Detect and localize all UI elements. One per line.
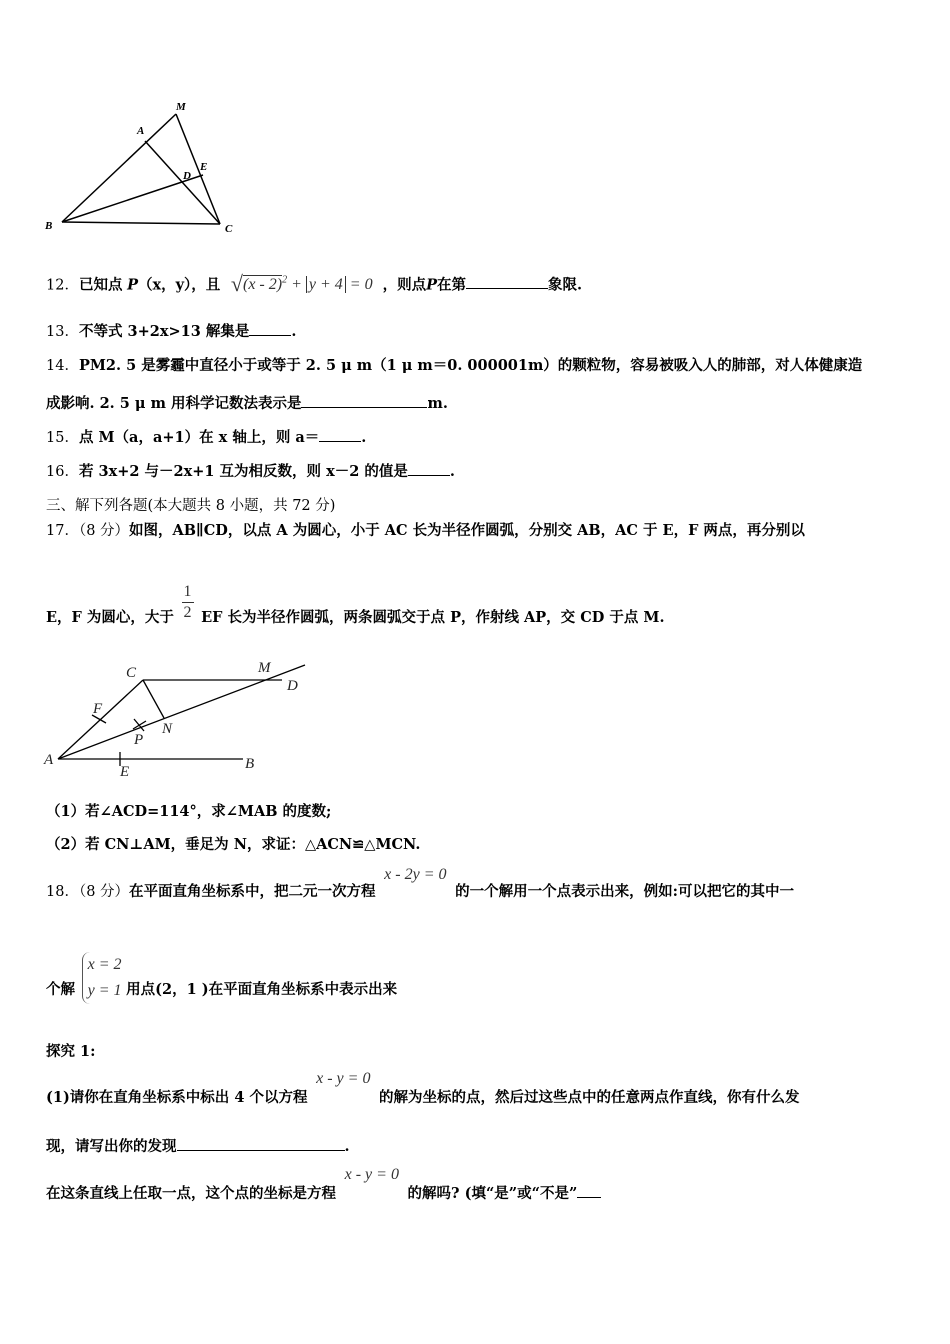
q17-score: （8 分） [78, 523, 130, 539]
label-a: A [44, 752, 54, 768]
label-f: F [93, 701, 103, 717]
label-p: P [134, 732, 144, 748]
q14-blank[interactable] [301, 393, 427, 408]
q18-p3-post: 的解吗? (填“是”或“不是” [407, 1185, 578, 1202]
question-18 [46, 866, 794, 902]
question-14 [46, 354, 862, 375]
q12-root: (x - 2) [242, 276, 283, 294]
q17-frac-den: 2 [183, 604, 192, 621]
q15-blank[interactable] [319, 427, 361, 442]
q12-coord: （x，y），且 [137, 276, 221, 294]
section-3-title: 三、解下列各题(本大题共 8 小题，共 72 分) [46, 498, 336, 514]
label-c: C [126, 665, 137, 681]
q18-system [82, 952, 122, 1004]
q18-p3-pre: 在这条直线上任取一点，这个点的坐标是方程 [46, 1185, 336, 1202]
q17-line2-pre: E，F 为圆心，大于 [46, 609, 174, 626]
q17-number: 17． [46, 523, 79, 539]
q18-number: 18． [46, 884, 79, 900]
q13-text: 不等式 3+2x>13 解集是 [78, 323, 250, 340]
segment-mc [176, 114, 220, 224]
label-b: B [45, 220, 53, 232]
label-a: A [137, 125, 145, 137]
q16-text: 若 3x+2 与－2x+1 互为相反数，则 x－2 的值是 [78, 463, 408, 480]
q12-blank[interactable] [466, 274, 548, 289]
q12-plus: + [291, 276, 302, 294]
label-n: N [162, 721, 173, 737]
q18-p2-end: . [344, 1138, 350, 1155]
question-17 [46, 519, 805, 540]
q18-sys-eq2: y = 1 [87, 982, 122, 999]
explore-1-part3 [46, 1166, 601, 1202]
parallel-lines-figure [40, 655, 320, 785]
q12-mid: ，则点 [382, 276, 427, 294]
segment-cn [143, 680, 164, 718]
q16-blank[interactable] [408, 461, 450, 476]
q17-sub2: （2）若 CN⊥AM，垂足为 N，求证：△ACN≌△MCN. [46, 836, 421, 853]
q18-p1-post: 的解为坐标的点，然后过这些点中的任意两点作直线，你有什么发 [379, 1089, 800, 1106]
q14-line1: PM2. 5 是雾霾中直径小于或等于 2. 5 μ m（1 μ m＝0. 000001m）的颗粒物，容易被吸入人的肺部，对人体健康造 [78, 357, 863, 374]
q18-equation: x - 2y = 0 [384, 866, 447, 883]
q18-p1-pre: (1)请你在直角坐标系中标出 4 个以方程 [46, 1089, 308, 1106]
q12-square: 2 [282, 275, 288, 286]
q12-pre: 已知点 [78, 276, 123, 294]
segment-be [62, 175, 203, 222]
q14-number: 14． [46, 358, 79, 374]
segment-bm [62, 114, 176, 222]
q17-sub1: （1）若∠ACD=114°，求∠MAB 的度数; [46, 803, 332, 820]
q12-number: 12． [46, 277, 79, 294]
label-e: E [200, 161, 208, 173]
q18-line2-post: 用点(2，1 )在平面直角坐标系中表示出来 [126, 981, 398, 998]
q17-frac-num: 1 [182, 582, 194, 603]
q18-p2: 现，请写出你的发现 [46, 1138, 177, 1155]
label-d: D [287, 678, 298, 694]
q12-p: P [127, 276, 138, 294]
label-m: M [176, 101, 186, 113]
explore-1-part1 [46, 1070, 800, 1106]
q18-p3-blank[interactable] [577, 1183, 601, 1198]
explore-1-part2 [46, 1135, 350, 1156]
q18-line1-pre: 在平面直角坐标系中，把二元一次方程 [129, 883, 376, 900]
triangle-figure [40, 95, 250, 245]
question-12 [46, 263, 582, 303]
q13-number: 13． [46, 324, 79, 340]
q12-equation: √(x - 2)$^2$ + y + 4 = 0 [230, 271, 373, 297]
q12-post: 在第 [436, 276, 466, 294]
q15-number: 15． [46, 430, 79, 446]
q18-line1-post: 的一个解用一个点表示出来，例如:可以把它的其中一 [455, 883, 794, 900]
q18-p1-equation: x - y = 0 [316, 1070, 371, 1087]
q14-end: m. [427, 395, 448, 412]
label-d: D [183, 170, 191, 182]
q12-p2: P [426, 276, 437, 294]
q17-line2-post: EF 长为半径作圆弧，两条圆弧交于点 P，作射线 AP，交 CD 于点 M. [201, 609, 665, 626]
q12-abs: y + 4 [306, 276, 346, 293]
q14-line2: 成影响. 2. 5 μ m 用科学记数法表示是 [46, 395, 302, 412]
q13-end: . [291, 323, 297, 340]
question-17-line2 [46, 582, 665, 632]
question-14-line2 [46, 392, 448, 413]
q18-p2-blank[interactable] [177, 1136, 345, 1151]
q18-line2-pre: 个解 [46, 981, 75, 998]
q16-number: 16． [46, 464, 79, 480]
label-e: E [120, 764, 130, 780]
question-13 [46, 320, 296, 341]
question-18-line2 [46, 952, 397, 1007]
question-16 [46, 460, 455, 481]
label-b: B [245, 756, 255, 772]
segment-bc [62, 222, 220, 224]
q12-zero: = 0 [349, 276, 373, 294]
q17-fraction [182, 582, 194, 623]
q18-sys-eq1: x = 2 [87, 956, 122, 973]
label-m: M [258, 660, 271, 676]
q15-text: 点 M（a，a+1）在 x 轴上，则 a＝ [78, 429, 320, 446]
q15-end: . [361, 429, 367, 446]
q16-end: . [449, 463, 455, 480]
q17-line1: 如图，AB∥CD，以点 A 为圆心，小于 AC 长为半径作圆弧，分别交 AB，AC 于 E，F 两点，再分别以 [129, 522, 805, 539]
q12-end: 象限. [547, 276, 583, 294]
q18-p3-equation: x - y = 0 [344, 1166, 399, 1183]
q18-score: （8 分） [78, 884, 130, 900]
q13-blank[interactable] [249, 321, 291, 336]
question-15 [46, 426, 366, 447]
label-c: C [225, 223, 233, 235]
explore-1-title: 探究 1: [46, 1043, 96, 1060]
